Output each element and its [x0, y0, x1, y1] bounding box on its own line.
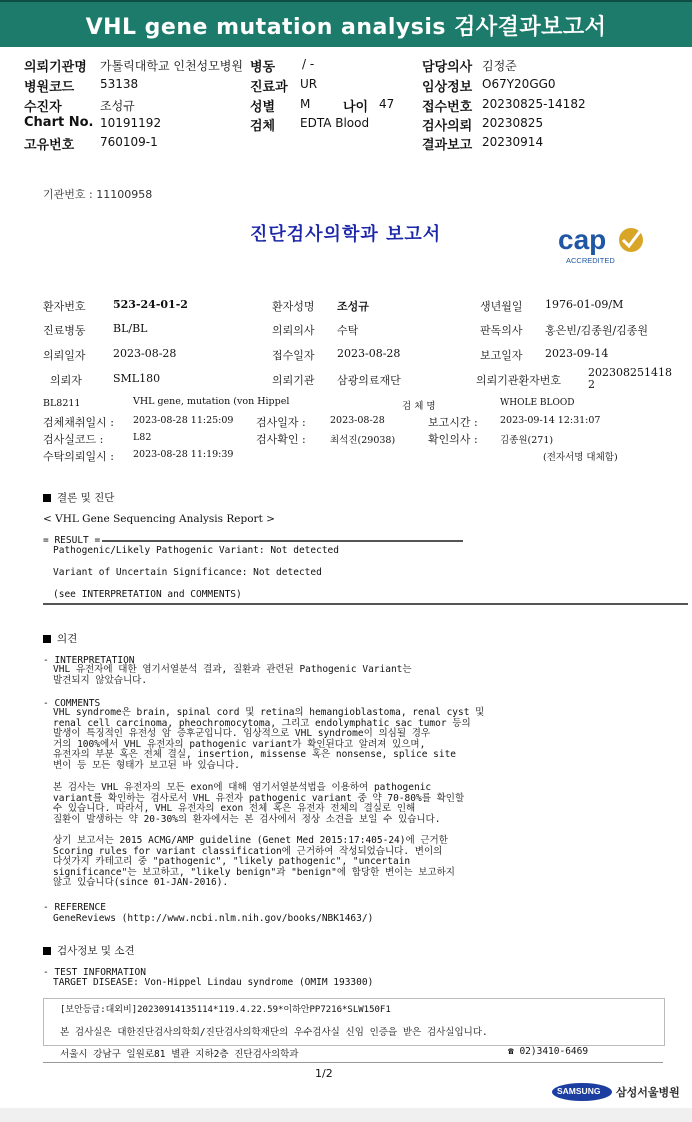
info-label: 나이	[343, 100, 369, 115]
institution-number: 기관번호 : 11100958	[43, 188, 153, 201]
meta-label: 검체채취일시 :	[43, 416, 114, 429]
info-value: M	[300, 97, 311, 111]
grid-value: SML180	[113, 372, 161, 385]
page-divider	[43, 1062, 663, 1063]
grid-value: 202308251418	[588, 366, 672, 379]
grid-label: 의뢰일자	[43, 349, 86, 362]
text-line: variant를 확인하는 검사로서 VHL 유전자 pathogenic variant 중 약 70-80%를 확인할	[53, 792, 465, 804]
security-line: [보안등급:대외비]20230914135114*119.4.22.59*이하안PP7216*SLW150F1	[60, 1005, 391, 1015]
report-title: VHL gene mutation analysis 검사결과보고서	[85, 15, 607, 40]
info-value: / -	[302, 57, 315, 71]
department-report-title: 진단검사의학과 보고서	[250, 224, 442, 245]
info-label: 진료과	[250, 80, 288, 95]
meta-label: 검사실코드 :	[43, 433, 104, 446]
certification-note: 본 검사실은 대한진단검사의학회/진단검사의학재단의 우수검사실 신임 인증을 받은 검사실입니다.	[60, 1027, 488, 1038]
info-value: 가톨릭대학교 인천성모병원	[100, 59, 243, 73]
grid-label: 의뢰기관	[272, 374, 315, 387]
info-label: 검사의뢰	[422, 119, 473, 134]
meta-value: 2023-09-14 12:31:07	[500, 415, 601, 426]
test-info-heading	[43, 943, 135, 958]
text-line: 수 있습니다. 따라서, VHL 유전자의 exon 전체 혹은 유전자 전체의 결실로 인해	[53, 803, 416, 814]
samsung-logo-text: SAMSUNG	[557, 1086, 601, 1096]
grid-value: 수탁	[337, 324, 359, 337]
grid-label: 보고일자	[480, 349, 523, 362]
specimen-value: WHOLE BLOOD	[500, 398, 575, 408]
grid-value: 조성규	[337, 300, 369, 313]
comments-paragraph-2	[53, 783, 464, 825]
text-line: Scoring rules for variant classification에 근거하여 작성되었습니다. 변이의	[53, 845, 443, 857]
header-bar	[0, 0, 692, 47]
text-line: renal cell carcinoma, pheochromocytoma, 그리고 endolymphatic sac tumor 등의	[53, 717, 471, 729]
text-line: 본 검사는 VHL 유전자의 모든 exon에 대해 염기서열분석법을 이용하여 pathogenic	[53, 782, 432, 793]
grid-value: BL/BL	[113, 322, 148, 335]
grid-label: 생년월일	[480, 300, 523, 313]
result-divider	[43, 540, 463, 542]
text-line: 유전자의 부분 혹은 전체 결실, insertion, missense 혹은 nonsense, splice site	[53, 749, 457, 760]
info-label: Chart No.	[24, 115, 94, 130]
text-line: 변이 등 모든 형태가 보고된 바 있습니다.	[53, 759, 240, 771]
meta-label: 검사확인 :	[256, 433, 306, 446]
grid-label: 환자성명	[272, 300, 315, 313]
text-line: VHL 유전자에 대한 염기서열분석 결과, 질환과 관련된 Pathogenic Variant는	[53, 664, 412, 675]
info-value: 20230825	[482, 116, 544, 130]
meta-label: 수탁의뢰일시 :	[43, 450, 114, 463]
grid-label: 접수일자	[272, 349, 315, 362]
meta-value: L82	[133, 432, 152, 443]
opinion-heading-text: 의견	[57, 633, 78, 645]
info-label: 담당의사	[422, 60, 473, 75]
info-value: O67Y20GG0	[482, 77, 556, 91]
test-information-title: - TEST INFORMATION	[43, 967, 146, 978]
text-line: 발견되지 않았습니다.	[53, 674, 148, 686]
text-line: 질환이 발생하는 약 20-30%의 환자에서는 본 검사에서 정상 소견을 보일 수 있습니다.	[53, 813, 441, 825]
info-value: 760109-1	[100, 135, 158, 149]
info-label: 수진자	[24, 100, 62, 115]
test-name: VHL gene, mutation (von Hippel	[133, 396, 290, 407]
target-disease: TARGET DISEASE: Von-Hippel Lindau syndrome (OMIM 193300)	[53, 977, 374, 988]
opinion-heading	[43, 631, 77, 646]
comments-paragraph-3	[53, 836, 455, 889]
result-line-see-also: (see INTERPRETATION and COMMENTS)	[53, 589, 242, 600]
grid-value-continued: 2	[588, 378, 595, 391]
info-value: EDTA Blood	[300, 116, 370, 130]
samsung-logo	[552, 1083, 612, 1101]
grid-value: 2023-08-28	[113, 347, 177, 360]
page-number: 1/2	[315, 1067, 333, 1080]
signature-note: (전자서명 대체함)	[543, 452, 618, 463]
grid-label: 의뢰기관환자번호	[476, 374, 562, 387]
meta-label: 검사일자 :	[256, 416, 306, 429]
result-line-pathogenic: Pathogenic/Likely Pathogenic Variant: Not detected	[53, 545, 339, 556]
info-label: 결과보고	[422, 138, 473, 153]
meta-value: 최석진(29038)	[330, 435, 396, 446]
info-label: 병원코드	[24, 80, 75, 95]
section-bullet-icon	[43, 947, 51, 955]
info-value: 47	[379, 97, 395, 111]
section-bullet-icon	[43, 635, 51, 643]
result-bottom-divider	[43, 603, 688, 605]
lab-phone: ☎ 02)3410-6469	[508, 1046, 589, 1057]
info-value: 조성규	[100, 99, 135, 113]
info-value: 김정준	[482, 59, 517, 73]
grid-label: 환자번호	[43, 300, 86, 313]
info-label: 병동	[250, 60, 276, 75]
specimen-label: 검 체 명	[402, 401, 436, 412]
grid-label: 진료병동	[43, 324, 86, 337]
info-value: 20230825-14182	[482, 97, 586, 111]
info-value: 10191192	[100, 116, 162, 130]
text-line: 상기 보고서는 2015 ACMG/AMP guideline (Genet Med 2015:17:405-24)에 근거한	[53, 835, 448, 846]
interpretation-text	[53, 665, 412, 686]
text-line: significance"는 보고하고, "likely benign"과 "benign"에 합당한 변이는 보고하지	[53, 866, 455, 878]
text-line: VHL syndrome은 brain, spinal cord 및 retina의 hemangioblastoma, renal cyst 및	[53, 707, 485, 718]
interpretation-title: - INTERPRETATION	[43, 655, 135, 666]
grid-value: 2023-09-14	[545, 347, 609, 360]
reference-title: - REFERENCE	[43, 902, 106, 913]
report-subtitle: < VHL Gene Sequencing Analysis Report >	[43, 513, 275, 525]
text-line: 거의 100%에서 VHL 유전자의 pathogenic variant가 확인된다고 알려져 있으며,	[53, 738, 426, 750]
comments-paragraph-1	[53, 708, 484, 771]
info-label: 의뢰기관명	[24, 60, 87, 75]
cap-logo-text: cap	[558, 224, 607, 255]
info-label: 성별	[250, 100, 276, 115]
meta-value: 김종원(271)	[500, 435, 554, 446]
text-line: 발생이 특징적인 유전성 암 증후군입니다. 임상적으로 VHL syndrome이 의심될 경우	[53, 728, 431, 739]
grid-value: 2023-08-28	[337, 347, 401, 360]
info-value: 20230914	[482, 135, 544, 149]
grid-label: 의뢰자	[50, 374, 82, 387]
grid-value: 1976-01-09/M	[545, 298, 624, 311]
info-label: 접수번호	[422, 100, 473, 115]
meta-value: 2023-08-28 11:25:09	[133, 415, 234, 426]
result-heading-text: 결론 및 진단	[57, 492, 115, 504]
comments-title: - COMMENTS	[43, 698, 101, 709]
info-label: 검체	[250, 119, 276, 134]
result-section-heading	[43, 490, 114, 505]
grid-value: 523-24-01-2	[113, 298, 188, 311]
grid-value: 홍은빈/김종원/김종원	[545, 324, 649, 337]
cap-check-icon	[614, 224, 648, 256]
info-value: 53138	[100, 77, 139, 91]
info-value: UR	[300, 77, 318, 91]
hospital-name: 삼성서울병원	[616, 1086, 680, 1099]
grid-label: 판독의사	[480, 324, 523, 337]
info-label: 임상정보	[422, 80, 473, 95]
cap-accredited-text: ACCREDITED	[566, 256, 615, 265]
meta-label: 보고시간 :	[428, 416, 478, 429]
meta-label: 확인의사 :	[428, 433, 478, 446]
info-label: 고유번호	[24, 138, 75, 153]
page-footer	[0, 1108, 692, 1122]
cap-accredited-logo	[558, 224, 658, 270]
meta-value: 2023-08-28 11:19:39	[133, 449, 234, 460]
grid-value: 삼광의료재단	[337, 374, 401, 387]
result-line-vus: Variant of Uncertain Significance: Not detected	[53, 567, 322, 578]
test-code: BL8211	[43, 398, 81, 409]
meta-value: 2023-08-28	[330, 415, 385, 426]
reference-link[interactable]: GeneReviews (http://www.ncbi.nlm.nih.gov/books/NBK1463/)	[53, 913, 374, 924]
result-header: = RESULT =	[43, 535, 101, 546]
section-bullet-icon	[43, 494, 51, 502]
test-info-heading-text: 검사정보 및 소견	[57, 945, 135, 957]
text-line: 않고 있습니다(since 01-JAN-2016).	[53, 877, 229, 888]
text-line: 다섯가지 카테고리 중 "pathogenic", "likely pathogenic", "uncertain	[53, 856, 411, 867]
lab-address: 서울시 강남구 일원로81 별관 지하2층 진단검사의학과	[60, 1049, 299, 1060]
grid-label: 의뢰의사	[272, 324, 315, 337]
